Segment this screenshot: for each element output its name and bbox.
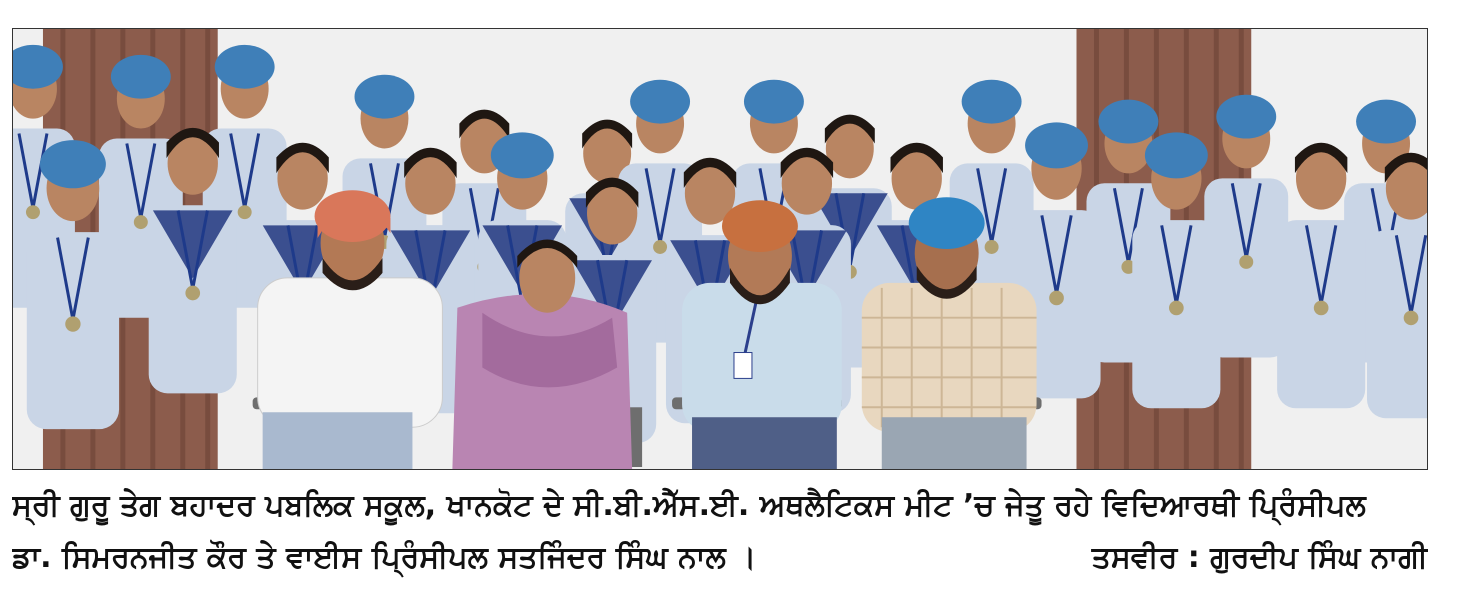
group-photo-illustration <box>13 29 1427 469</box>
news-photo <box>12 28 1428 470</box>
photo-credit: ਤਸਵੀਰ : ਗੁਰਦੀਪ ਸਿੰਘ ਨਾਗੀ <box>1091 540 1428 575</box>
photo-caption-line-2: ਡਾ. ਸਿਮਰਨਜੀਤ ਕੌਰ ਤੇ ਵਾਈਸ ਪ੍ਰਿੰਸੀਪਲ ਸਤਜਿੰਦਰ ਸਿੰਘ ਨਾਲ । <box>12 540 757 575</box>
photo-caption-line-2-row <box>12 536 1428 580</box>
photo-caption-line-1: ਸ੍ਰੀ ਗੁਰੂ ਤੇਗ ਬਹਾਦਰ ਪਬਲਿਕ ਸਕੂਲ, ਖਾਨਕੋਟ ਦੇ ਸੀ.ਬੀ.ਐੱਸ.ਈ. ਅਥਲੈਟਿਕਸ ਮੀਟ ’ਚ ਜੇਤੂ ਰਹੇ ਵਿਦਿਆਰਥੀ ਪ੍ਰਿੰਸੀਪਲ <box>12 488 1366 523</box>
